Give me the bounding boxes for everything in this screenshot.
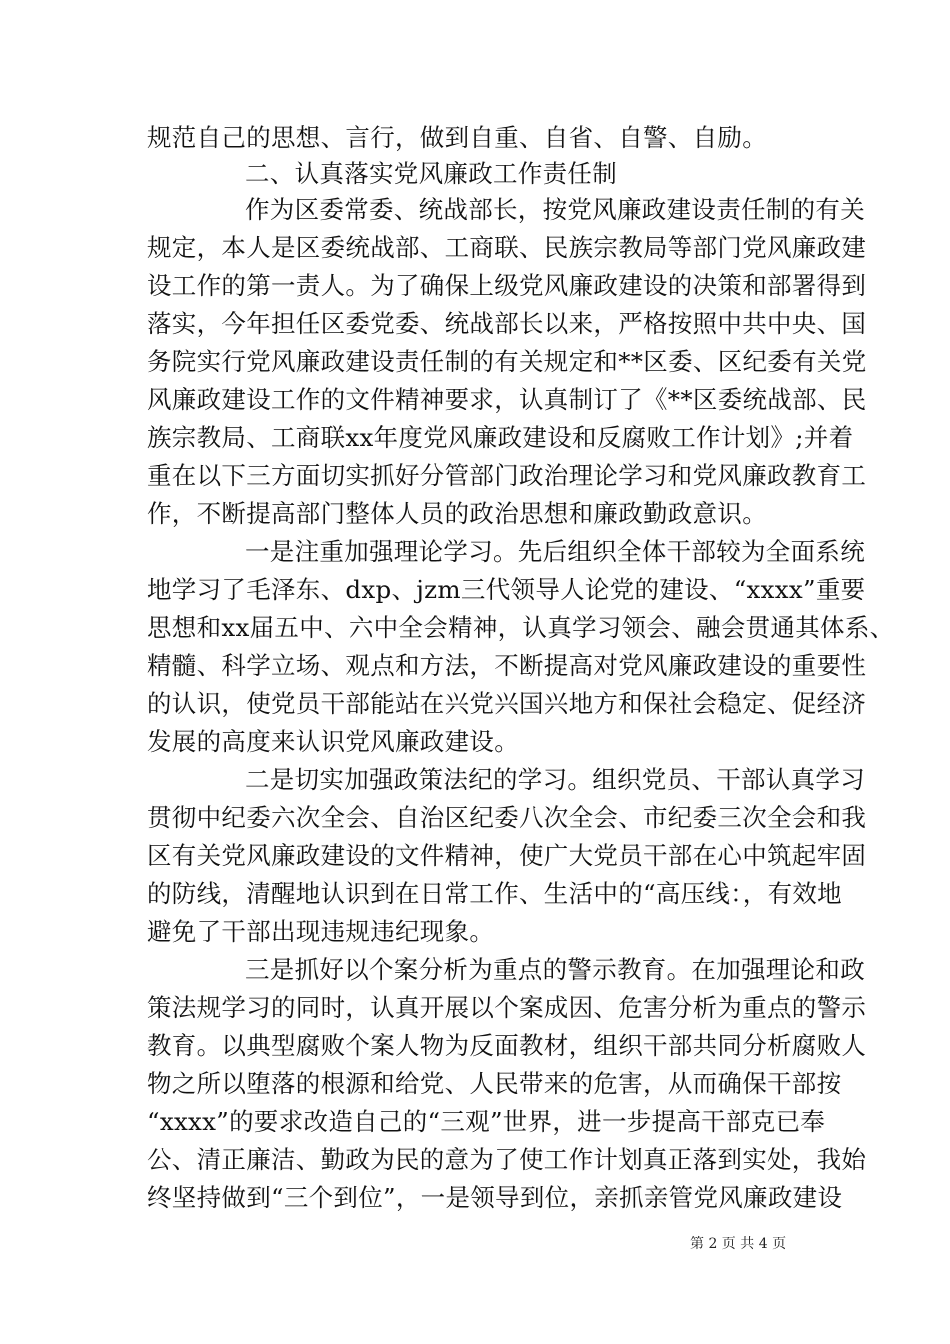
text-line: 公、清正廉洁、勤政为民的意为了使工作计划真正落到实处，我始: [147, 1145, 867, 1174]
text-line: 族宗教局、工商联xx年度党风廉政建设和反腐败工作计划》;并着: [147, 423, 854, 452]
text-line: 区有关党风廉政建设的文件精神，使广大党员干部在心中筑起牢固: [147, 841, 867, 870]
text-line: 风廉政建设工作的文件精神要求，认真制订了《**区委统战部、民: [147, 385, 867, 414]
text-line: 物之所以堕落的根源和给党、人民带来的危害，从而确保干部按: [147, 1069, 842, 1098]
text-line: 思想和xx届五中、六中全会精神，认真学习领会、融会贯通其体系、: [147, 613, 895, 642]
text-line: 规定，本人是区委统战部、工商联、民族宗教局等部门党风廉政建: [147, 233, 867, 262]
text-line: “xxxx”的要求改造自己的“三观”世界，进一步提高干部克已奉: [147, 1107, 826, 1136]
text-line: 落实，今年担任区委党委、统战部长以来，严格按照中共中央、国: [147, 309, 867, 338]
text-line: 规范自己的思想、言行，做到自重、自省、自警、自励。: [147, 123, 767, 152]
section-heading: 二、认真落实党风廉政工作责任制: [245, 159, 617, 188]
text-line: 一是注重加强理论学习。先后组织全体干部较为全面系统: [245, 537, 865, 566]
text-line: 的防线，清醒地认识到在日常工作、生活中的“高压线：，有效地: [147, 879, 842, 908]
text-line: 作，不断提高部门整体人员的政治思想和廉政勤政意识。: [147, 499, 767, 528]
text-line: 设工作的第一责人。为了确保上级党风廉政建设的决策和部署得到: [147, 271, 867, 300]
text-line: 三是抓好以个案分析为重点的警示教育。在加强理论和政: [245, 955, 865, 984]
text-line: 终坚持做到“三个到位”，一是领导到位，亲抓亲管党风廉政建设: [147, 1183, 843, 1212]
text-line: 二是切实加强政策法纪的学习。组织党员、干部认真学习: [245, 765, 865, 794]
text-line: 发展的高度来认识党风廉政建设。: [147, 727, 519, 756]
text-line: 教育。以典型腐败个案人物为反面教材，组织干部共同分析腐败人: [147, 1031, 867, 1060]
text-line: 作为区委常委、统战部长，按党风廉政建设责任制的有关: [245, 195, 865, 224]
text-line: 的认识，使党员干部能站在兴党兴国兴地方和保社会稳定、促经济: [147, 689, 867, 718]
text-line: 重在以下三方面切实抓好分管部门政治理论学习和党风廉政教育工: [147, 461, 867, 490]
page-number: 第 2 页 共 4 页: [690, 1236, 787, 1252]
text-line: 精髓、科学立场、观点和方法，不断提高对党风廉政建设的重要性: [147, 651, 867, 680]
text-line: 地学习了毛泽东、dxp、jzm三代领导人论党的建设、“xxxx”重要: [147, 575, 866, 604]
text-line: 贯彻中纪委六次全会、自治区纪委八次全会、市纪委三次全会和我: [147, 803, 867, 832]
text-line: 策法规学习的同时，认真开展以个案成因、危害分析为重点的警示: [147, 993, 867, 1022]
text-line: 避免了干部出现违规违纪现象。: [147, 917, 495, 946]
text-line: 务院实行党风廉政建设责任制的有关规定和**区委、区纪委有关党: [147, 347, 867, 376]
